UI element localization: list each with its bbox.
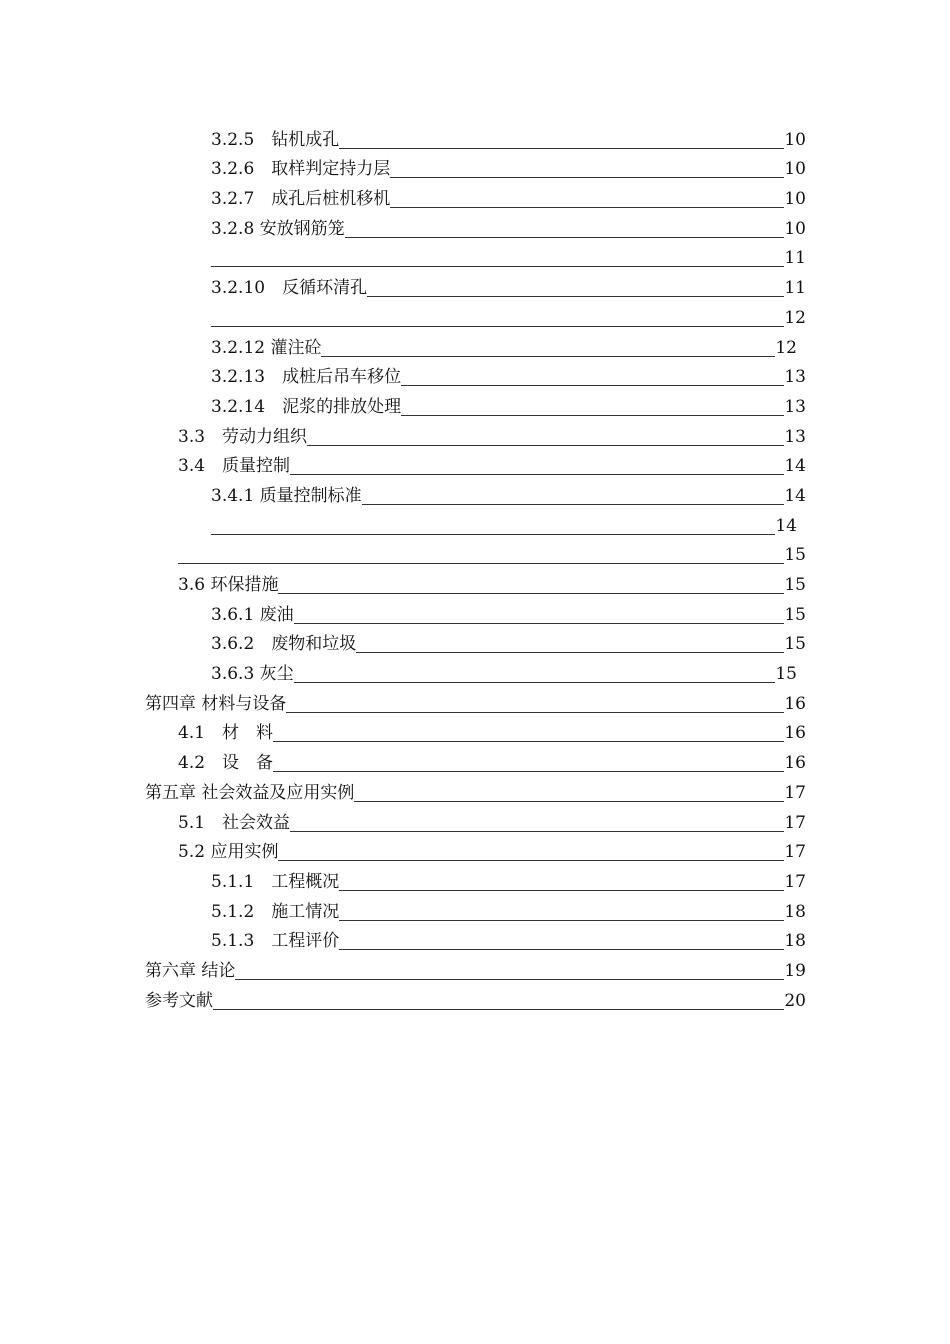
toc-leader-line (211, 534, 775, 535)
toc-leader-line (339, 949, 784, 950)
toc-entry[interactable] (0, 211, 950, 241)
toc-entry-title: 3.2.8 安放钢筋笼 (211, 218, 345, 239)
toc-entry-title: 3.2.10 反循环清孔 (211, 278, 368, 299)
toc-entry-title: 3.2.12 灌注砼 (211, 337, 322, 358)
toc-entry[interactable] (0, 389, 950, 419)
toc-leader-line (178, 563, 784, 564)
toc-entry[interactable] (0, 835, 950, 865)
toc-entry-title: 第六章 结论 (145, 960, 236, 981)
toc-entry-title: 5.1.2 施工情况 (211, 901, 340, 922)
toc-leader-line (235, 979, 784, 980)
toc-entry-title: 5.2 应用实例 (178, 842, 279, 863)
toc-entry-page-number: 11 (784, 248, 806, 269)
toc-entry-page-number: 12 (775, 337, 797, 358)
toc-entry-page-number: 14 (784, 485, 806, 506)
toc-entry-title: 3.2.6 取样判定持力层 (211, 159, 391, 180)
toc-entry[interactable] (0, 924, 950, 954)
toc-entry-title: 第五章 社会效益及应用实例 (145, 782, 355, 803)
toc-entry-title: 3.6 环保措施 (178, 575, 279, 595)
toc-entry[interactable] (0, 567, 950, 597)
toc-leader-line (294, 623, 785, 624)
toc-entry[interactable] (0, 300, 950, 330)
toc-entry-page-number: 14 (775, 515, 797, 536)
toc-entry-page-number: 17 (784, 812, 806, 833)
toc-entry[interactable] (0, 686, 950, 716)
toc-leader-line (367, 296, 784, 297)
toc-entry[interactable] (0, 419, 950, 449)
toc-entry[interactable] (0, 745, 950, 775)
toc-entry-title: 5.1.3 工程评价 (211, 931, 340, 952)
toc-entry[interactable] (0, 122, 950, 152)
toc-entry-page-number: 11 (784, 278, 806, 299)
toc-entry-title: 5.1 社会效益 (178, 812, 291, 833)
toc-entry-page-number: 15 (784, 575, 806, 595)
toc-entry-title: 4.2 设 备 (178, 753, 274, 774)
toc-entry[interactable] (0, 953, 950, 983)
toc-entry-page-number: 17 (784, 842, 806, 863)
toc-leader-line (290, 474, 784, 475)
toc-entry-page-number: 13 (784, 396, 806, 417)
toc-leader-line (294, 682, 776, 683)
toc-entry-page-number: 14 (784, 456, 806, 477)
toc-entry-page-number: 12 (784, 307, 806, 328)
toc-entry[interactable] (0, 894, 950, 924)
toc-entry[interactable] (0, 478, 950, 508)
toc-entry-page-number: 16 (784, 693, 806, 714)
toc-entry[interactable] (0, 508, 950, 538)
toc-leader-line (273, 771, 784, 772)
toc-entry-page-number: 13 (784, 426, 806, 447)
toc-entry[interactable] (0, 330, 950, 360)
toc-entry[interactable] (0, 775, 950, 805)
toc-entry[interactable] (0, 716, 950, 746)
toc-entry[interactable] (0, 864, 950, 894)
toc-leader-line (211, 266, 784, 267)
toc-leader-line (401, 385, 784, 386)
toc-leader-line (339, 890, 784, 891)
toc-entry[interactable] (0, 538, 950, 568)
toc-entry-page-number: 15 (784, 545, 806, 566)
toc-entry-page-number: 10 (784, 159, 806, 180)
toc-entry-page-number: 18 (784, 901, 806, 922)
toc-leader-line (390, 207, 784, 208)
toc-leader-line (339, 148, 784, 149)
toc-entry-page-number: 10 (784, 189, 806, 210)
toc-leader-line (211, 326, 784, 327)
toc-entry-page-number: 15 (775, 664, 797, 685)
toc-entry-page-number: 20 (784, 990, 806, 1011)
toc-entry[interactable] (0, 241, 950, 271)
toc-entry-title: 3.6.1 废油 (211, 604, 294, 625)
toc-entry-page-number: 15 (784, 634, 806, 655)
toc-entry-page-number: 13 (784, 367, 806, 388)
toc-entry-title: 4.1 材 料 (178, 723, 274, 744)
toc-entry[interactable] (0, 152, 950, 182)
toc-entry-title: 第四章 材料与设备 (145, 693, 287, 714)
toc-leader-line (213, 1009, 784, 1010)
toc-entry-title: 3.6.3 灰尘 (211, 664, 294, 685)
toc-leader-line (401, 415, 784, 416)
toc-entry-title: 3.2.13 成桩后吊车移位 (211, 367, 402, 388)
toc-leader-line (290, 831, 784, 832)
toc-leader-line (273, 741, 784, 742)
toc-leader-line (339, 920, 784, 921)
table-of-contents (0, 122, 950, 1013)
toc-entry-title: 参考文献 (145, 990, 213, 1011)
toc-entry[interactable] (0, 983, 950, 1013)
toc-entry-page-number: 18 (784, 931, 806, 952)
toc-leader-line (321, 356, 775, 357)
toc-entry-page-number: 17 (784, 871, 806, 892)
toc-leader-line (307, 445, 784, 446)
toc-entry-title: 3.3 劳动力组织 (178, 426, 308, 447)
toc-entry-page-number: 10 (784, 218, 806, 239)
toc-entry-page-number: 15 (784, 604, 806, 625)
toc-entry-page-number: 10 (784, 129, 806, 150)
toc-entry[interactable] (0, 360, 950, 390)
toc-entry-title: 3.6.2 废物和垃圾 (211, 634, 357, 655)
toc-leader-line (278, 593, 784, 594)
toc-entry[interactable] (0, 805, 950, 835)
toc-leader-line (345, 237, 785, 238)
toc-entry[interactable] (0, 597, 950, 627)
toc-entry-page-number: 19 (784, 960, 806, 981)
toc-entry-title: 5.1.1 工程概况 (211, 871, 340, 892)
toc-entry-title: 3.2.5 钻机成孔 (211, 129, 340, 150)
toc-entry[interactable] (0, 656, 950, 686)
toc-entry-title: 3.4 质量控制 (178, 456, 291, 477)
toc-entry[interactable] (0, 449, 950, 479)
toc-leader-line (278, 860, 784, 861)
toc-entry-page-number: 17 (784, 782, 806, 803)
toc-leader-line (362, 504, 785, 505)
toc-leader-line (356, 652, 784, 653)
toc-leader-line (286, 712, 784, 713)
toc-entry[interactable] (0, 627, 950, 657)
toc-leader-line (390, 177, 784, 178)
toc-leader-line (354, 801, 784, 802)
toc-entry[interactable] (0, 270, 950, 300)
toc-entry-title: 3.2.14 泥浆的排放处理 (211, 396, 402, 417)
toc-entry-page-number: 16 (784, 753, 806, 774)
toc-entry-title: 3.2.7 成孔后桩机移机 (211, 189, 391, 210)
toc-entry[interactable] (0, 181, 950, 211)
toc-entry-page-number: 16 (784, 723, 806, 744)
toc-entry-title: 3.4.1 质量控制标准 (211, 485, 362, 506)
